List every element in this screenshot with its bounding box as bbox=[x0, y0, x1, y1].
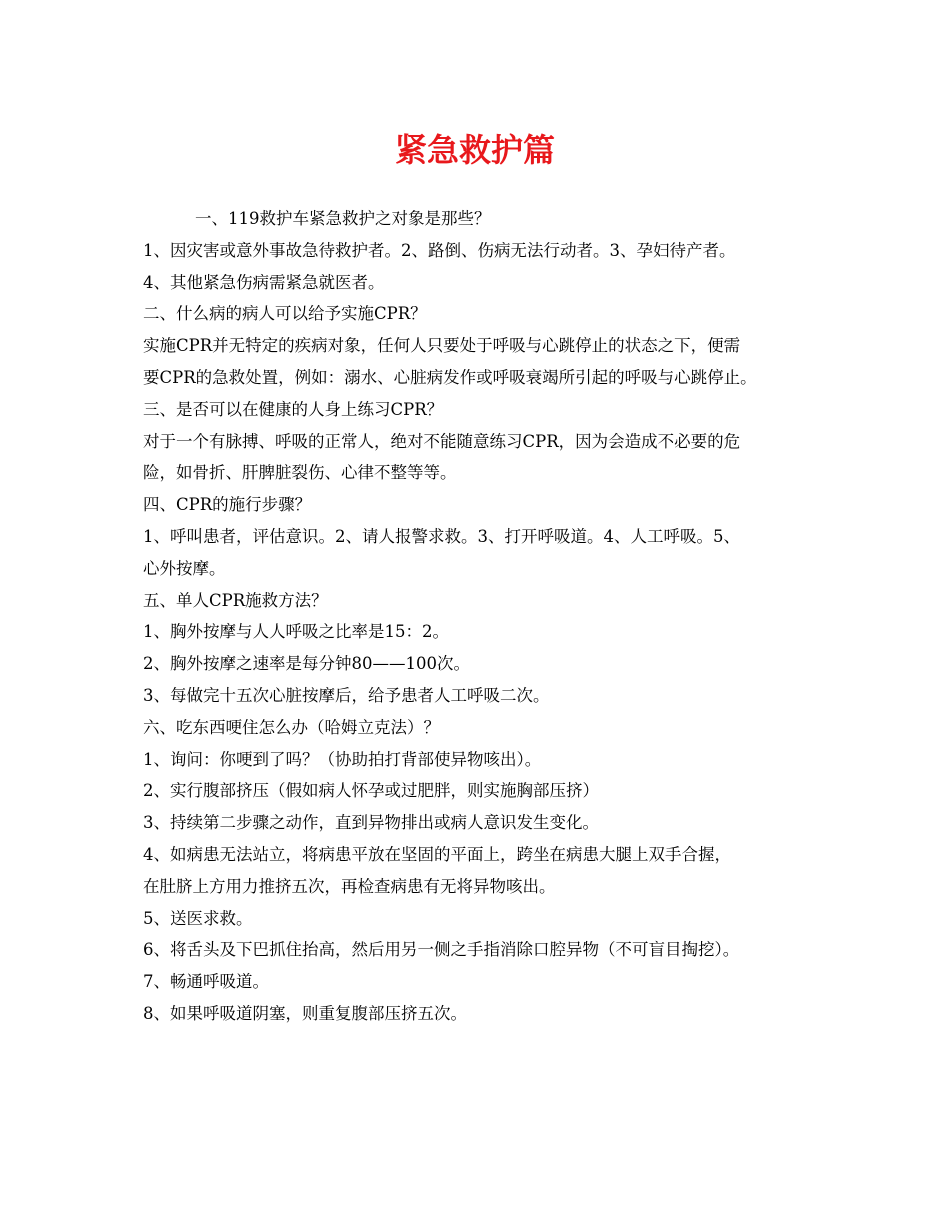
list-item: 3、每做完十五次心脏按摩后，给予患者人工呼吸二次。 bbox=[143, 685, 550, 705]
heading-q3: 三、是否可以在健康的人身上练习CPR？ bbox=[143, 399, 444, 419]
list-item: 5、送医求救。 bbox=[143, 908, 253, 928]
heading-q4: 四、CPR的施行步骤？ bbox=[143, 495, 312, 515]
list-item: 7、畅通呼吸道。 bbox=[143, 972, 269, 992]
list-item: 2、实行腹部挤压（假如病人怀孕或过肥胖，则实施胸部压挤） bbox=[143, 781, 599, 801]
list-item: 1、询问：你哽到了吗？（协助拍打背部使异物咳出）。 bbox=[143, 749, 542, 769]
paragraph-line: 心外按摩。 bbox=[143, 558, 226, 578]
list-item: 1、胸外按摩与人人呼吸之比率是15：2。 bbox=[143, 622, 449, 642]
list-item: 4、如病患无法站立，将病患平放在坚固的平面上，跨坐在病患大腿上双手合握， bbox=[143, 844, 731, 864]
heading-q6: 六、吃东西哽住怎么办（哈姆立克法）？ bbox=[143, 717, 440, 737]
list-item: 8、如果呼吸道阴塞，则重复腹部压挤五次。 bbox=[143, 1003, 467, 1023]
heading-q2: 二、什么病的病人可以给予实施CPR？ bbox=[143, 304, 427, 324]
list-item: 2、胸外按摩之速率是每分钟80——100次。 bbox=[143, 654, 470, 674]
list-item: 3、持续第二步骤之动作，直到异物排出或病人意识发生变化。 bbox=[143, 813, 599, 833]
document-title: 紧急救护篇 bbox=[394, 131, 555, 169]
paragraph-line: 1、呼叫患者，评估意识。2、请人报警求救。3、打开呼吸道。4、人工呼吸。5、 bbox=[143, 526, 740, 546]
list-item: 在肚脐上方用力推挤五次，再检查病患有无将异物咳出。 bbox=[143, 876, 556, 896]
document-body bbox=[143, 203, 823, 1030]
paragraph-line: 险，如骨折、肝脾脏裂伤、心律不整等等。 bbox=[143, 463, 457, 483]
paragraph-line: 对于一个有脉搏、呼吸的正常人，绝对不能随意练习CPR，因为会造成不必要的危 bbox=[143, 431, 741, 451]
paragraph-line: 1、因灾害或意外事故急待救护者。2、路倒、伤病无法行动者。3、孕妇待产者。 bbox=[143, 240, 736, 260]
heading-q5: 五、单人CPR施救方法？ bbox=[143, 590, 328, 610]
list-item: 6、将舌头及下巴抓住抬高，然后用另一侧之手指消除口腔异物（不可盲目掏挖）。 bbox=[143, 940, 740, 960]
paragraph-line: 4、其他紧急伤病需紧急就医者。 bbox=[143, 272, 385, 292]
heading-q1: 一、119救护车紧急救护之对象是那些？ bbox=[195, 209, 491, 228]
paragraph-line: 要CPR的急救处置，例如：溺水、心脏病发作或呼吸衰竭所引起的呼吸与心跳停止。 bbox=[143, 367, 757, 387]
paragraph-line: 实施CPR并无特定的疾病对象，任何人只要处于呼吸与心跳停止的状态之下，便需 bbox=[143, 336, 741, 356]
